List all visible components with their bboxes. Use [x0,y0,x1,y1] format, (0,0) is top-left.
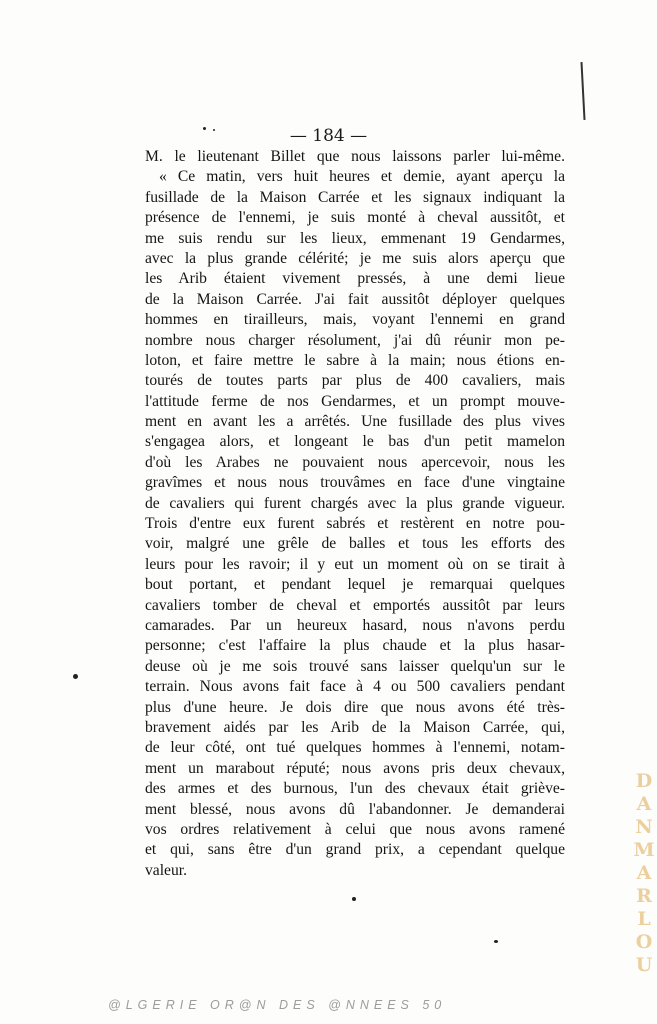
text-line: bravement aidés par les Arib de la Maison Carrée, qui, [145,718,565,736]
text-line: bout portant, et pendant lequel je remarquai quelques [145,576,565,594]
text-line: personne; c'est l'affaire la plus chaude et la plus hasar- [145,637,565,655]
text-line: vos ordres relativement à celui que nous avons ramené [145,820,565,838]
text-line: ment un marabout réputé; nous avons pris deux chevaux, [145,759,565,777]
side-stamp-watermark: DANMARLOU [633,770,655,977]
text-line: nombre nous charger résolument, j'ai dû réunir mon pe- [145,331,565,349]
text-line: valeur. [145,861,187,879]
text-line: de cavaliers qui furent chargés avec la plus grande vigueur. [145,494,565,512]
text-line: tourés de toutes parts par plus de 400 cavaliers, mais [145,372,565,390]
scan-speck [213,129,215,131]
text-line: me suis rendu sur les lieux, emmenant 19 Gendarmes, [145,229,565,247]
text-line: ment blessé, nous avons dû l'abandonner. Je demanderai [145,800,565,818]
text-line: cavaliers tomber de cheval et emportés aussitôt par leurs [145,596,565,614]
text-line: hommes en tirailleurs, mais, voyant l'ennemi en grand [145,311,565,329]
text-line: deuse où je me sois trouvé sans laisser quelqu'un sur le [145,657,565,675]
text-line: voir, malgré une grêle de balles et tous les efforts des [145,535,565,553]
text-line: Trois d'entre eux furent sabrés et restèrent en notre pou- [145,515,565,533]
text-line: présence de l'ennemi, je suis monté à cheval aussitôt, et [145,209,565,227]
text-line: fusillade de la Maison Carrée et les signaux indiquant la [145,188,565,206]
scan-speck [494,940,498,943]
text-line: de leur côté, ont tué quelques hommes à l'ennemi, notam- [145,739,565,757]
footer-watermark: @LGERIE OR@N DES @NNEES 50 [108,998,447,1012]
text-line: et qui, sans être d'un grand prix, a cependant quelque [145,841,565,859]
text-line: de la Maison Carrée. J'ai fait aussitôt déployer quelques [145,290,565,308]
scan-speck [203,127,206,130]
text-line: des armes et des burnous, l'un des chevaux était griève- [145,780,565,798]
text-line: gravîmes et nous nous trouvâmes en face d'une vingtaine [145,474,565,492]
text-line: les Arib étaient vivement pressés, à une demi lieue [145,270,565,288]
scan-speck [73,674,78,679]
page-number: — 184 — [289,126,368,146]
body-text [145,147,565,881]
text-line: s'engagea alors, et longeant le bas d'un petit mamelon [145,433,565,451]
text-line: loton, et faire mettre le sabre à la main; nous étions en- [145,351,565,369]
text-line: avec la plus grande célérité; je me suis alors aperçu que [145,249,565,267]
text-line: l'attitude ferme de nos Gendarmes, et un prompt mouve- [145,392,565,410]
scan-mark-line [580,62,585,120]
text-line: M. le lieutenant Billet que nous laissons parler lui-même. [145,148,565,165]
text-line: leurs pour les ravoir; il y eut un moment où on se tirait à [145,555,565,573]
scan-speck [352,897,356,901]
text-line: ment en avant les a arrêtés. Une fusillade des plus vives [145,413,565,431]
text-line: terrain. Nous avons fait face à 4 ou 500 cavaliers pendant [145,678,565,696]
text-line: plus d'une heure. Je dois dire que nous avons été très- [145,698,565,716]
text-line: camarades. Par un heureux hasard, nous n'avons perdu [145,616,565,634]
text-line: d'où les Arabes ne pouvaient nous apercevoir, nous les [145,453,565,471]
text-line: « Ce matin, vers huit heures et demie, ayant aperçu la [159,168,565,186]
